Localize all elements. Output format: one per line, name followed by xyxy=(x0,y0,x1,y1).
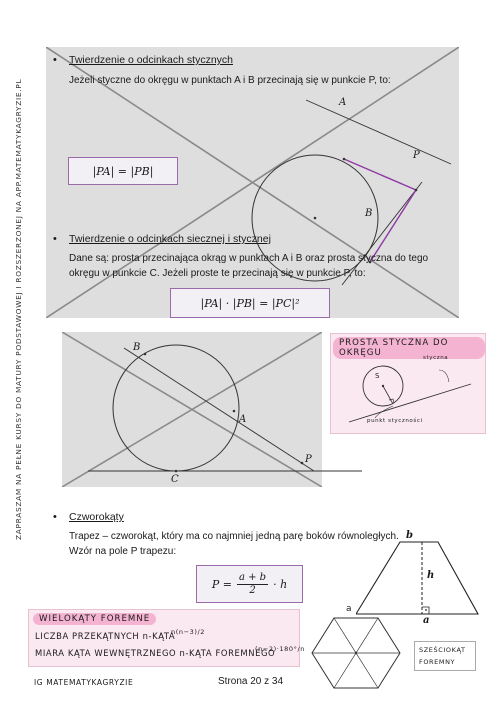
hexagon-caption-line1: SZEŚCIOKĄT xyxy=(419,646,466,654)
bullet-dot: • xyxy=(53,511,57,523)
interior-angle-text: MIARA KĄTA WEWNĘTRZNEGO n-KĄTA FOREMNEGO xyxy=(35,648,276,658)
label-h: h xyxy=(427,570,435,581)
bullet-dot: • xyxy=(53,54,57,66)
section1-title: Twierdzenie o odcinkach stycznych xyxy=(69,54,233,66)
regular-hexagon-figure xyxy=(308,610,404,696)
diagonals-formula: n(n−3)/2 xyxy=(171,628,206,636)
regular-polygons-card xyxy=(28,609,306,667)
bullet-quadrilaterals xyxy=(53,511,124,523)
trapezoid-area-formula xyxy=(196,565,303,603)
footer-page-number: Strona 20 z 34 xyxy=(218,676,284,687)
section2-title: Twierdzenie o odcinkach siecznej i stycznej xyxy=(69,233,271,245)
polygons-card-title: WIELOKĄTY FOREMNE xyxy=(33,613,156,625)
formula-lhs: P = xyxy=(211,577,232,591)
formula-pa-pb: |PA| = |PB| xyxy=(68,157,178,185)
label-center-S: S xyxy=(375,372,381,380)
label-tangent: styczna xyxy=(423,355,449,361)
fraction-denominator: 2 xyxy=(249,584,256,596)
label-A-2: A xyxy=(239,414,247,425)
section1-text: Jeżeli styczne do okręgu w punktach A i B przecinają się w punkcie P, to: xyxy=(69,75,391,86)
interior-angle-formula: (n−2)·180°/n xyxy=(255,645,306,653)
bullet-dot: • xyxy=(53,233,57,245)
trapezoid-figure xyxy=(356,540,486,618)
hexagon-caption xyxy=(414,641,476,671)
formula-secant-tangent: |PA| · |PB| = |PC|² xyxy=(170,288,330,318)
secant-tangent-diagram xyxy=(62,332,362,487)
section2-text1: Dane są: prosta przecinająca okrąg w punktach A i B oraz prosta styczna do tego xyxy=(69,253,429,264)
label-P-1: P xyxy=(413,150,420,161)
label-C-2: C xyxy=(171,474,179,485)
footer-instagram: IG MATEMATYKAGRYZIE xyxy=(34,678,134,687)
label-B-1: B xyxy=(365,208,373,219)
section3-text1: Trapez – czworokąt, który ma co najmniej jedną parę boków równoległych. xyxy=(69,531,399,542)
hexagon-side-label: a xyxy=(346,604,353,614)
label-P-2: P xyxy=(305,454,312,465)
hexagon-caption-line2: FOREMNY xyxy=(419,658,456,666)
label-b: b xyxy=(406,530,413,541)
section3-text2: Wzór na pole P trapezu: xyxy=(69,546,177,557)
tangent-line-card xyxy=(330,333,486,434)
tangent-card-title: PROSTA STYCZNA DO OKRĘGU xyxy=(333,337,485,359)
label-tangent-point: punkt styczności xyxy=(367,418,423,424)
bullet-secant-theorem xyxy=(53,233,271,245)
fraction-numerator: a + b xyxy=(238,571,267,583)
label-a: a xyxy=(423,615,430,626)
bullet-tangent-theorem xyxy=(53,54,233,66)
section2-text2: okręgu w punkcie C. Jeżeli proste te przecinają się w punkcie P, to: xyxy=(69,268,366,279)
label-A-1: A xyxy=(339,97,347,108)
formula-rhs: · h xyxy=(273,577,288,591)
fraction xyxy=(237,572,268,597)
diagonals-text: LICZBA PRZEKĄTNYCH n-KĄTA xyxy=(35,631,176,641)
section3-title: Czworokąty xyxy=(69,511,124,523)
label-B-2: B xyxy=(133,342,141,353)
side-banner: ZAPRASZAM NA PEŁNE KURSY DO MATURY PODSTAWOWEJ I ROZSZERZONEJ NA APP.MATEMATYKAGRYZIE.PL xyxy=(14,78,23,540)
